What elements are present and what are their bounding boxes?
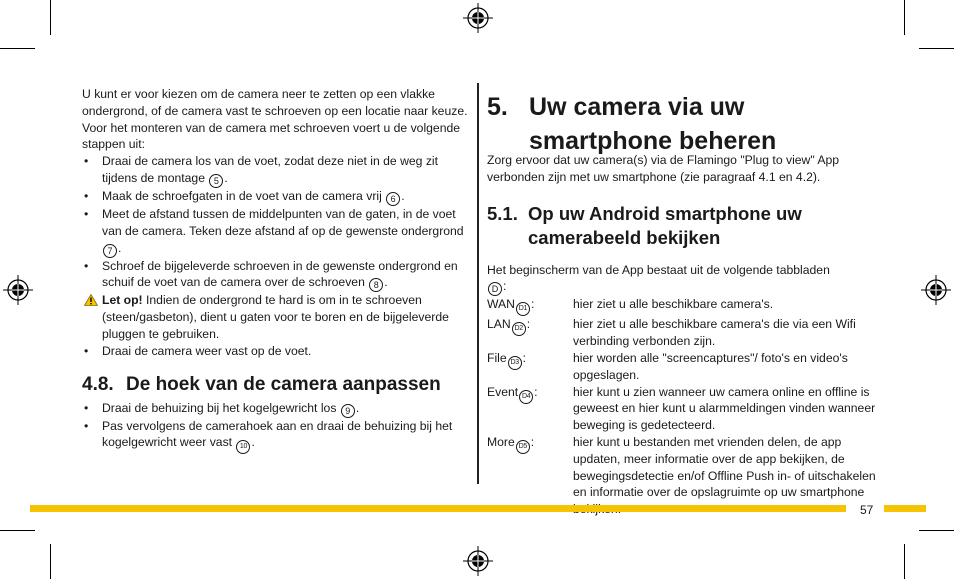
registration-mark-icon [3,275,33,305]
tabs-intro: Het beginscherm van de App bestaat uit de volgende tabbladen D : [487,262,830,295]
crop-mark [50,544,51,579]
right-column [487,152,879,518]
reference-number: 6 [386,192,400,206]
column-divider [477,83,479,484]
section-heading: 4.8. De hoek van de camera aanpassen [82,373,441,395]
tab-description-row: LAN D2 : hier ziet u alle beschikbare camera's die via een Wifi verbinding verbonden zijn. [487,317,856,349]
crop-mark [0,48,35,49]
reference-number: 7 [103,244,117,258]
reference-number: D3 [508,356,522,370]
list-item: • Draai de behuizing bij het kogelgewricht los 9 . [82,400,470,418]
list-item: • Pas vervolgens de camerahoek aan en draai de behuizing bij het kogelgewricht weer vast 10 . [82,418,470,455]
list-item: • Maak de schroefgaten in de voet van de camera vrij 6 . [82,188,470,206]
list-item: • Schroef de bijgeleverde schroeven in de gewenste ondergrond en schuif de voet van de camera over de schroeven 8 . [82,258,470,293]
registration-mark-icon [463,546,493,576]
list-item: • Meet de afstand tussen de middelpunten van de gaten, in de voet van de camera. Teken deze afstand af op de gewenste ondergrond 7 . [82,206,470,258]
chapter-intro: Zorg ervoor dat uw camera(s) via de Flamingo "Plug to view" App verbonden zijn met uw smartphone (zie paragraaf 4.1 en 4.2). [487,153,840,184]
crop-mark [919,48,954,49]
crop-mark [0,530,35,531]
footer-bar [884,505,926,512]
reference-number: 8 [369,278,383,292]
page-number: 57 [860,503,874,517]
chapter-heading: 5. Uw camera via uw smartphone beheren [487,93,777,155]
crop-mark [904,544,905,579]
reference-number: D5 [516,440,530,454]
crop-mark [904,0,905,35]
footer-bar [30,505,846,512]
tab-description-row: More D5 : hier kunt u bestanden met vrienden delen, de app updaten, meer informatie over de app bekijken, de bewegingsdetectie en/of Offline Push in- of uitschakelen en informatie over de opslagruimte op uw smartphone [487,434,876,500]
warning-icon [84,294,98,306]
list-item: • Draai de camera weer vast op de voet. [82,343,470,360]
reference-number: D4 [519,390,533,404]
tab-description-row: WAN D1 : hier ziet u alle beschikbare camera's. [487,296,879,316]
reference-number: 9 [341,404,355,418]
registration-mark-icon [921,275,951,305]
intro-paragraph: U kunt er voor kiezen om de camera neer te zetten op een vlakke ondergrond, of de camera vast te schroeven op een locatie naar keuze. [82,87,468,118]
crop-mark [919,530,954,531]
left-column [82,86,470,454]
reference-number: 10 [236,440,250,454]
registration-mark-icon [463,3,493,33]
crop-mark [50,0,51,35]
warning-label: Let op! [102,293,143,308]
reference-number: 5 [209,174,223,188]
section-heading: 5.1. Op uw Android smartphone uw camerabeeld bekijken [487,202,802,248]
tab-description-row: Event D4 : hier kunt u zien wanneer uw camera online en offline is geweest en hier kunt u alarmmeldingen vinden wanneer beweging is gedetecteerd. [487,384,876,433]
reference-number: D [488,282,502,296]
reference-number: D2 [512,322,526,336]
warning-note: Let op! Indien de ondergrond te hard is om in te schroeven (steen/gasbeton), dient u gaten voor te boren en de bijgeleverde pluggen te gebruiken. [82,292,470,342]
intro-paragraph: Voor het monteren van de camera met schroeven voert u de volgende stappen uit: [82,120,461,152]
reference-number: D1 [516,302,530,316]
list-item: • Draai de camera los van de voet, zodat deze niet in de weg zit tijdens de montage 5 . [82,153,470,188]
tab-description-row: File D3 : hier worden alle "screencaptures"/ foto's en video's opgeslagen. [487,350,848,382]
